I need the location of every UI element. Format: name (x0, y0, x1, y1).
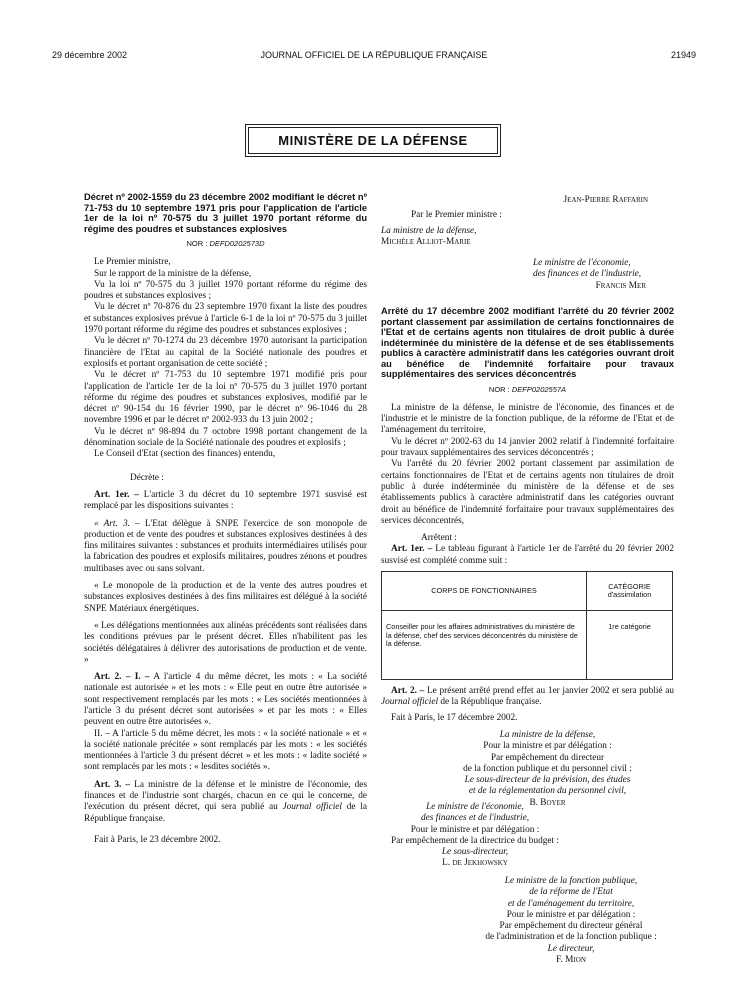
decret-fait: Fait à Paris, le 23 décembre 2002. (94, 834, 221, 845)
sig-line: Le directeur, (547, 943, 595, 954)
pm-line: Par le Premier ministre : (411, 210, 502, 221)
decret-para: Vu la loi nº 70-575 du 3 juillet 1970 portant réforme du régime des poudres et substances explosives ; (84, 279, 367, 302)
arrete-signature-fonction-publique (466, 876, 676, 966)
quote-text: L'Etat délègue à SNPE l'exercice de son monopole de production et de vente des poudres et substances explosives destinées à des fins militaires suivantes : substances et produits intermédiaires utilisés pour la fabrication des poudres et explosifs militaires, poudres zénons et poudres multibases avec ou sans solvant. (84, 518, 368, 574)
def-minister-name: Michèle Alliot-Marie (381, 236, 471, 247)
decret-column (84, 192, 367, 846)
sig-title: des finances et de l'industrie, (420, 813, 530, 824)
article-label: Art. 1er. – (391, 544, 433, 555)
article-text: de la République française. (84, 802, 368, 824)
arrete-title: Arrêté du 17 décembre 2002 modifiant l'arrêté du 20 février 2002 portant classement par assimilation de certains fonctionnaires de l'Etat et de certains agents non titulaires de droit public à durée indéterminée du ministère de la défense et de ses établissements publics à caractère administratif dans les catégories ouvrant droit au bénéfice de l'indemnité forfaitaire pour travaux supplémentaires des services déconcentrés (381, 306, 674, 380)
decret-quote (84, 519, 367, 575)
sig-line: Le sous-directeur, (441, 847, 509, 858)
sig-line: et de la réglementation du personnel civil, (468, 786, 627, 797)
article-label: Art. 2. – I. – (94, 672, 150, 683)
eco-minister-title: Le ministre de l'économie, (533, 258, 631, 269)
decret-para: Le Premier ministre, (94, 257, 171, 268)
arrete-para: Vu le décret nº 2002-63 du 14 janvier 2002 relatif à l'indemnité forfaitaire pour travaux supplémentaires des services déconcentrés ; (381, 436, 674, 459)
article-text: Le présent arrêté prend effet au 1er janvier 2002 et sera publié au (427, 686, 675, 697)
sig-name: L. de Jekhowsky (442, 858, 508, 869)
decret-quote: « Les délégations mentionnées aux alinéas précédents sont réalisées dans les conditions prévues par le présent décret. Elles n'habilitent pas les sociétés délégataires à délivrer des autorisations de production et de vente. » (84, 620, 367, 665)
nor-code: DEFP0202557A (511, 384, 567, 394)
pm-name: Jean-Pierre Raffarin (563, 195, 648, 205)
sig-line: de l'administration et de la fonction publique : (485, 932, 657, 943)
arrete-article-2 (381, 686, 674, 709)
arrete-para: Vu l'arrêté du 20 février 2002 portant classement par assimilation de certains fonctionnaires de l'Etat et de certains agents non titulaires de droit public à durée indéterminée du ministère de la défense et de ses établissements publics à caractère administratif dans les catégories ouvrant droit au bénéfice de l'indemnité forfaitaire pour travaux supplémentaires des services déconcentrés, (381, 459, 674, 526)
arretent-line: Arrêtent : (421, 533, 457, 544)
article-label: Art. 1er. – (94, 489, 139, 500)
decret-title: Décret nº 2002-1559 du 23 décembre 2002 modifiant le décret nº 71-753 du 10 septembre 1971 pris pour l'application de l'article 1er de la loi nº 70-575 du 3 juillet 1970 portant réforme du régime des poudres et substances explosives (84, 192, 367, 234)
quote-label: « Art. 3. – (94, 518, 140, 529)
sig-line: Le sous-directeur de la prévision, des études (464, 775, 631, 786)
decret-para: Vu le décret nº 70-876 du 23 septembre 1970 fixant la liste des poudres et substances explosives prévue à l'article 6-1 de la loi nº 70-575 du 3 juillet 1970 portant réforme du régime des poudres et substances explosives ; (84, 302, 367, 336)
arrete-signature-economie (380, 802, 570, 870)
arrete-nor (381, 384, 674, 395)
decrete-line: Décrète : (130, 472, 164, 483)
decret-article-3 (84, 780, 367, 825)
journal-officiel-ref: Journal officiel (282, 802, 342, 813)
sig-title: et de l'aménagement du territoire, (507, 898, 635, 909)
sig-name: B. Boyer (529, 797, 566, 808)
decret-nor (84, 238, 367, 249)
right-column (381, 195, 674, 809)
article-text: A l'article 4 du même décret, les mots : « La société nationale est autorisée » et les mots : « Elle peut en outre être autorisée » sont respectivement remplacés par les mots : « Les sociétés mentionnées à l'article 3 du présent décret sont autorisées » et par les mots : « Elles peuvent en outre être autorisées ». (84, 672, 367, 728)
article-label: Art. 3. – (94, 779, 131, 790)
table-row (382, 611, 673, 680)
header-assimilation: d'assimilation (607, 590, 652, 600)
table-header-categorie (587, 572, 673, 611)
decret-article-1 (84, 490, 367, 513)
def-minister-title: La ministre de la défense, (381, 225, 477, 236)
sig-name: F. Mion (556, 955, 586, 966)
decret-article-2 (84, 672, 367, 728)
eco-minister-name: Francis Mer (595, 280, 646, 291)
sig-title: Le ministre de la fonction publique, (504, 876, 638, 886)
arrete-para: La ministre de la défense, le ministre de l'économie, des finances et de l'industrie et le ministre de la fonction publique, de la réforme de l'Etat et de l'aménagement du territoire, (381, 402, 674, 436)
decret-quote: « Le monopole de la production et de la vente des autres poudres et substances explosives destinées à des fins militaires est délégué à la société SNPE Matériaux énergétiques. (84, 581, 367, 614)
header-date: 29 décembre 2002 (52, 50, 128, 60)
sig-line: Pour le ministre et par délégation : (506, 909, 636, 920)
arrete-fait: Fait à Paris, le 17 décembre 2002. (391, 712, 518, 723)
arrete-article-1 (381, 544, 674, 567)
sig-line: Par empêchement du directeur (490, 752, 605, 763)
header-categorie: CATÉGORIE (608, 581, 651, 591)
header-page-number: 21949 (670, 50, 696, 60)
sig-title: La ministre de la défense, (499, 729, 596, 740)
sig-line: Pour le ministre et par délégation : (410, 824, 540, 835)
header-journal-title: JOURNAL OFFICIEL DE LA RÉPUBLIQUE FRANÇAISE (260, 50, 488, 60)
nor-label: NOR : (186, 239, 208, 248)
sig-line: Pour la ministre et par délégation : (483, 741, 612, 752)
table-header-row (382, 572, 673, 611)
article-label: Art. 2. – (391, 686, 425, 697)
nor-code: DEFD0202573D (209, 239, 265, 248)
eco-minister-title-2: des finances et de l'industrie, (533, 269, 642, 280)
decret-para: Sur le rapport de la ministre de la défense, (94, 268, 252, 279)
decret-para: Vu le décret nº 70-1274 du 23 décembre 1970 autorisant la participation financière de l'Etat au capital de la Société nationale des poudres et explosifs et portant organisation de cette société ; (84, 336, 367, 369)
decret-para: Vu le décret nº 71-753 du 10 septembre 1971 modifié pris pour l'application de l'article 1er de la loi nº 70-575 du 3 juillet 1970 portant réforme du régime des poudres et substances explosives, modifié par le décret nº 90-154 du 16 février 1990, par le décret nº 96-1046 du 28 novembre 1996 et par le décret nº 2002-933 du 13 juin 2002 ; (84, 370, 367, 426)
table-cell-categorie: 1re catégorie (587, 611, 673, 680)
sig-line: Par empêchement du directeur général (499, 921, 643, 932)
ministry-heading: MINISTÈRE DE LA DÉFENSE (248, 127, 498, 154)
article-text: de la République française. (440, 697, 542, 708)
decret-article-2-ii: II. – A l'article 5 du même décret, les mots : « la société nationale » et « la société nationale précitée » sont remplacés par les mots : « les sociétés mentionnées à l'article 3 du présent décret » et les mots : « ladite société » sont remplacés par les mots : « lesdites sociétés ». (84, 728, 367, 773)
arrete-signature-defense (381, 730, 674, 809)
nor-label: NOR : (488, 384, 510, 394)
article-text: L'article 3 du décret du 10 septembre 1971 susvisé est remplacé par les dispositions suivantes : (84, 489, 367, 512)
decret-para: Vu le décret nº 98-894 du 7 octobre 1998 portant changement de la dénomination sociale de la Société nationale des poudres et explosifs ; (84, 426, 367, 449)
table-cell-corps: Conseiller pour les affaires administratives du ministère de la défense, chef des services déconcentrés du ministère de la défense. (382, 611, 587, 680)
sig-line: de la fonction publique et du personnel civil : (463, 763, 632, 774)
article-text: Le tableau figurant à l'article 1er de l'arrêté du 20 février 2002 susvisé est complété comme suit : (381, 544, 674, 566)
journal-officiel-ref: Journal officiel (381, 697, 439, 708)
sig-title: Le ministre de l'économie, (426, 802, 524, 812)
sig-title: de la réforme de l'Etat (529, 887, 613, 898)
sig-line: Par empêchement de la directrice du budget : (390, 835, 560, 846)
article-text: La ministre de la défense et le ministre de l'économie, des finances et de l'industrie sont chargés, chacun en ce qui le concerne, de l'exécution du présent décret, qui sera publié au (84, 779, 368, 813)
decret-para: Le Conseil d'Etat (section des finances) entendu, (94, 449, 276, 460)
category-table (381, 571, 673, 680)
table-header-corps: CORPS DE FONCTIONNAIRES (382, 572, 587, 611)
